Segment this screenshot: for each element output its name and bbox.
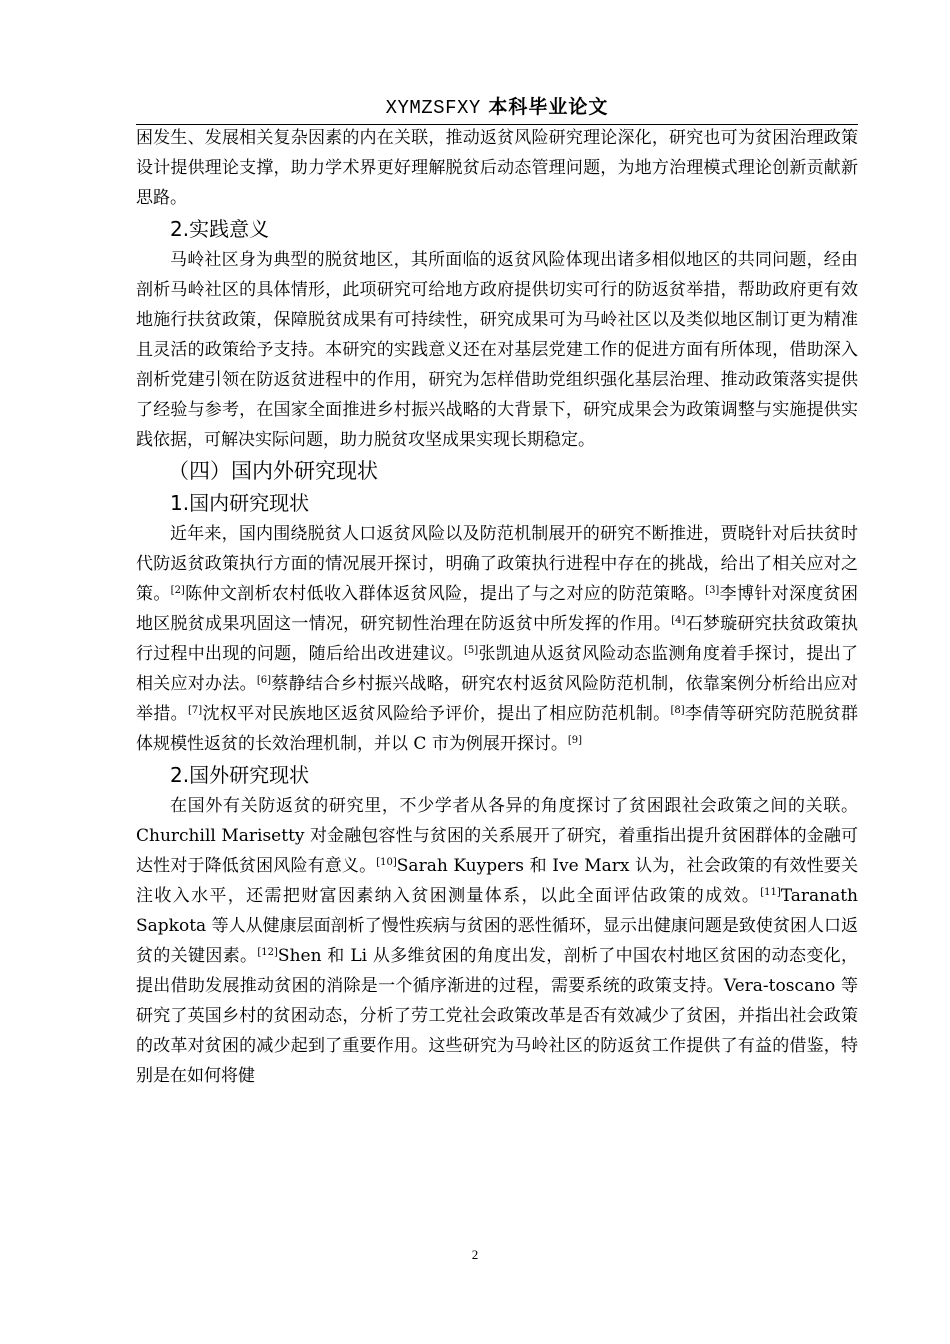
heading-foreign-research: 2.国外研究现状 bbox=[170, 763, 310, 787]
citation-ref: [8] bbox=[670, 705, 685, 716]
citation-ref: [9] bbox=[567, 735, 582, 746]
page-number: 2 bbox=[471, 1247, 479, 1262]
text-run: 蔡静结合乡村振兴战略，研究农村返贫风险防范机制，依靠案例分析给出应对举措。 bbox=[136, 674, 859, 724]
text-run: 在国外有关防返贫的研究里，不少学者从各异的角度探讨了贫困跟社会政策之间的关联。Churchill Marisetty 对金融包容性与贫困的关系展开了研究，着重指出提升贫困群体的金融可达性对于降低贫困风险有意义。 bbox=[136, 796, 858, 876]
page-body bbox=[136, 123, 858, 1091]
text-run: 李倩等研究防范脱贫群体规模性返贫的长效治理机制，并以 C 市为例展开探讨。 bbox=[136, 704, 859, 754]
text-run: Sarah Kuypers 和 Ive Marx 认为，社会政策的有效性要关注收入水平，还需把财富因素纳入贫困测量体系，以此全面评估政策的成效。 bbox=[136, 856, 858, 906]
text-run: 沈权平对民族地区返贫风险给予评价，提出了相应防范机制。 bbox=[202, 704, 671, 724]
text-run: 张凯迪从返贫风险动态监测角度着手探讨，提出了相关应对办法。 bbox=[136, 644, 859, 694]
paragraph-theory-continued: 困发生、发展相关复杂因素的内在关联，推动返贫风险研究理论深化，研究也可为贫困治理政策设计提供理论支撑，助力学术界更好理解脱贫后动态管理问题，为地方治理模式理论创新贡献新思路。 bbox=[136, 128, 858, 208]
heading-practical-significance: 2.实践意义 bbox=[170, 217, 270, 241]
paragraph-practical-significance: 马岭社区身为典型的脱贫地区，其所面临的返贫风险体现出诸多相似地区的共同问题，经由剖析马岭社区的具体情形，此项研究可给地方政府提供切实可行的防返贫举措，帮助政府更有效地施行扶贫政策，保障脱贫成果有可持续性，研究成果可为马岭社区以及类似地区制订更为精准且灵活的政策给予支持。本研究的实践意义还在对基层党建工作的促进方面有所体现，借助深入剖析党建引领在防返贫进程中的作用，研究为怎样借助党组织强化基层治理、推动政策落实提供了经验与参考，在国家全面推进乡村振兴战略的大背景下，研究成果会为政策调整与实施提供实践依据，可解决实际问题，助力脱贫攻坚成果实现长期稳定。 bbox=[136, 250, 858, 450]
text-run: 近年来，国内围绕脱贫人口返贫风险以及防范机制展开的研究不断推进，贾晓针对后扶贫时代防返贫政策执行方面的情况展开探讨，明确了政策执行进程中存在的挑战，给出了相关应对之策。 bbox=[136, 524, 858, 604]
heading-research-status: （四）国内外研究现状 bbox=[168, 459, 378, 483]
citation-ref: [7] bbox=[188, 705, 203, 716]
citation-ref: [12] bbox=[257, 947, 278, 958]
text-run: 李博针对深度贫困地区脱贫成果巩固这一情况，研究韧性治理在防返贫中所发挥的作用。 bbox=[136, 584, 859, 634]
page-header bbox=[136, 92, 858, 122]
citation-ref: [4] bbox=[671, 615, 686, 626]
text-run: Taranath Sapkota 等人从健康层面剖析了慢性疾病与贫困的恶性循环，显示出健康问题是致使贫困人口返贫的关键因素。 bbox=[136, 886, 858, 966]
citation-ref: [5] bbox=[464, 645, 479, 656]
heading-domestic-research: 1.国内研究现状 bbox=[170, 491, 310, 515]
text-run: 石梦璇研究扶贫政策执行过程中出现的问题，随后给出改进建议。 bbox=[136, 614, 858, 664]
header-thesis-label: 本科毕业论文 bbox=[480, 96, 609, 118]
header-school-code: XYMZSFXY bbox=[385, 97, 481, 119]
citation-ref: [11] bbox=[760, 887, 781, 898]
citation-ref: [10] bbox=[376, 857, 397, 868]
text-run: 陈仲文剖析农村低收入群体返贫风险，提出了与之对应的防范策略。 bbox=[184, 584, 706, 604]
paragraph-foreign-research bbox=[136, 791, 858, 1091]
citation-ref: [3] bbox=[705, 585, 720, 596]
paragraph-domestic-research bbox=[136, 519, 858, 759]
citation-ref: [2] bbox=[170, 585, 185, 596]
citation-ref: [6] bbox=[256, 675, 272, 686]
text-run: Shen 和 Li 从多维贫困的角度出发，剖析了中国农村地区贫困的动态变化，提出借助发展推动贫困的消除是一个循序渐进的过程，需要系统的政策支持。Vera-toscano 等研究了英国乡村的贫困动态，分析了劳工党社会政策改革是否有效减少了贫困，并指出社会政策的改革对贫困的减少起到了重要作用。这些研究为马岭社区的防返贫工作提供了有益的借鉴，特别是在如何将健 bbox=[136, 946, 859, 1086]
